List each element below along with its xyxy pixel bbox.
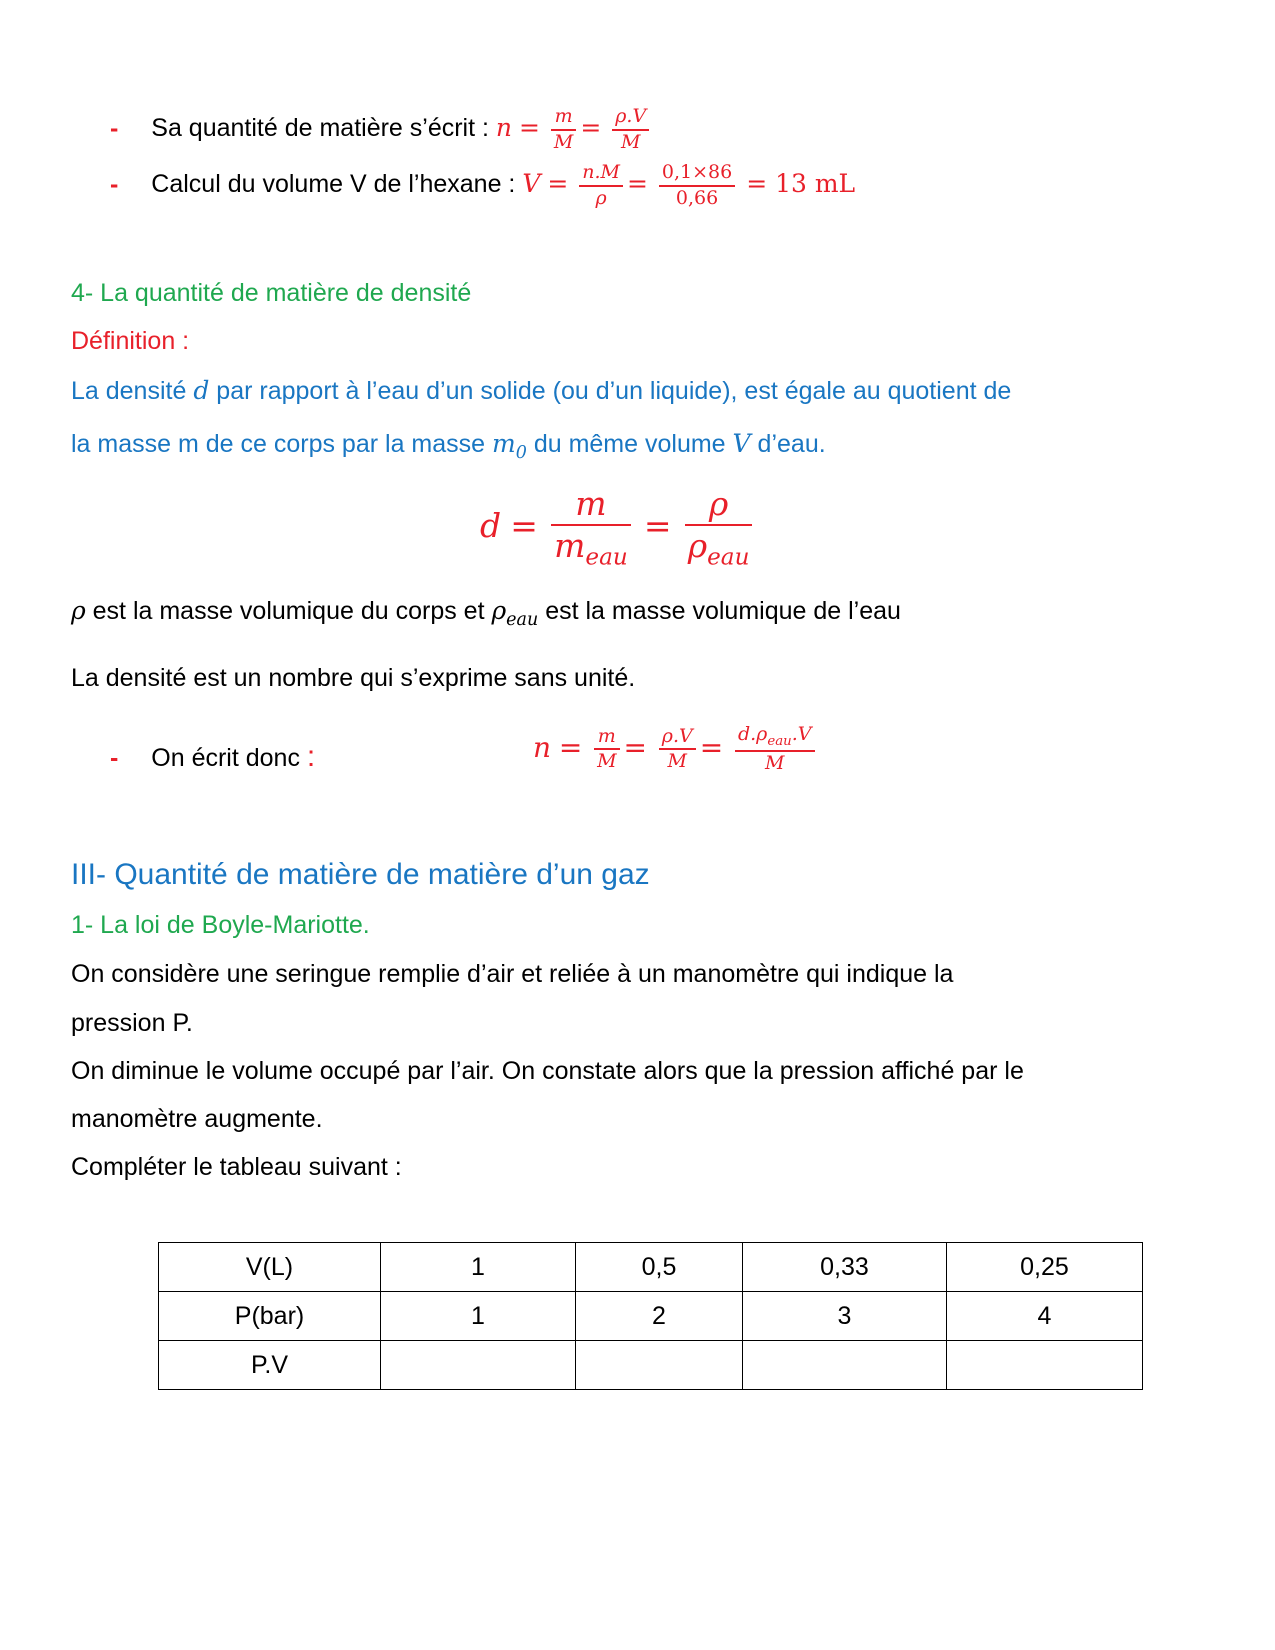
hexane-quantity-line (110, 106, 653, 154)
hexane-volume-result: = 13 mL (746, 169, 856, 199)
table-cell: 2 (576, 1292, 743, 1341)
table-row-volume (159, 1243, 1143, 1292)
row-label: P.V (159, 1341, 381, 1390)
row-label: P(bar) (159, 1292, 381, 1341)
table-cell: 0,5 (576, 1243, 743, 1292)
table-row-product (159, 1341, 1143, 1390)
donc-line: - On écrit donc : (110, 740, 316, 773)
para1-line1: On considère une seringue remplie d’air et reliée à un manomètre qui indique la (71, 960, 954, 988)
section3-subtitle: 1- La loi de Boyle-Mariotte. (71, 911, 370, 939)
table-row-pressure (159, 1292, 1143, 1341)
para2-line2: manomètre augmente. (71, 1105, 323, 1133)
density-formula: d = $\frac{m}{m_{eau}}$ = $\frac{\rho}{\rho_{eau}}$ (480, 485, 756, 571)
definition-line-1: La densité d par rapport à l’eau d’un solide (ou d’un liquide), est égale au quotient de (71, 376, 1012, 405)
bullet-dash: - (110, 744, 119, 772)
hexane-volume-formula: V = $\frac{n.M}{\rho}$ = $\frac{0,1\times 86}{0,66}$ = 13 mL (522, 161, 856, 209)
definition-label: Définition : (71, 327, 190, 355)
boyle-mariotte-table (158, 1242, 1143, 1390)
para2-line1: On diminue le volume occupé par l’air. On constate alors que la pression affiché par le (71, 1057, 1024, 1085)
hexane-quantity-label: Sa quantité de matière s’écrit : (151, 114, 489, 143)
section4-title: 4- La quantité de matière de densité (71, 279, 472, 307)
hexane-quantity-formula: n = $\frac{m}{M}$ = $\frac{\rho.V}{M}$ (496, 114, 653, 142)
bullet-dash: - (110, 170, 119, 199)
table-cell: 0,25 (947, 1243, 1143, 1292)
para1-line2: pression P. (71, 1009, 193, 1037)
donc-formula: n = $\frac{m}{M}$ = $\frac{\rho.V}{M}$ = $\frac{d.\rho_{eau}.V}{M}$ (533, 724, 819, 775)
hexane-volume-label: Calcul du volume V de l’hexane : (151, 170, 516, 199)
table-cell: 0,33 (743, 1243, 947, 1292)
table-cell-empty[interactable] (947, 1341, 1143, 1390)
section3-title: III- Quantité de matière de matière d’un gaz (71, 858, 650, 891)
table-cell-empty[interactable] (576, 1341, 743, 1390)
row-label: V(L) (159, 1243, 381, 1292)
definition-line-2: la masse m de ce corps par la masse $m_0$ du même volume V d’eau. (71, 429, 826, 463)
table-cell: 1 (381, 1243, 576, 1292)
table-cell-empty[interactable] (381, 1341, 576, 1390)
rho-explanation: ρ est la masse volumique du corps et $\rho_{eau}$ est la masse volumique de l’eau (71, 596, 901, 630)
table-cell: 4 (947, 1292, 1143, 1341)
bullet-dash: - (110, 114, 119, 143)
table-instruction: Compléter le tableau suivant : (71, 1153, 402, 1181)
table-cell: 3 (743, 1292, 947, 1341)
hexane-volume-line (110, 162, 855, 210)
table-cell-empty[interactable] (743, 1341, 947, 1390)
unitless-text: La densité est un nombre qui s’exprime sans unité. (71, 664, 636, 692)
table-cell: 1 (381, 1292, 576, 1341)
